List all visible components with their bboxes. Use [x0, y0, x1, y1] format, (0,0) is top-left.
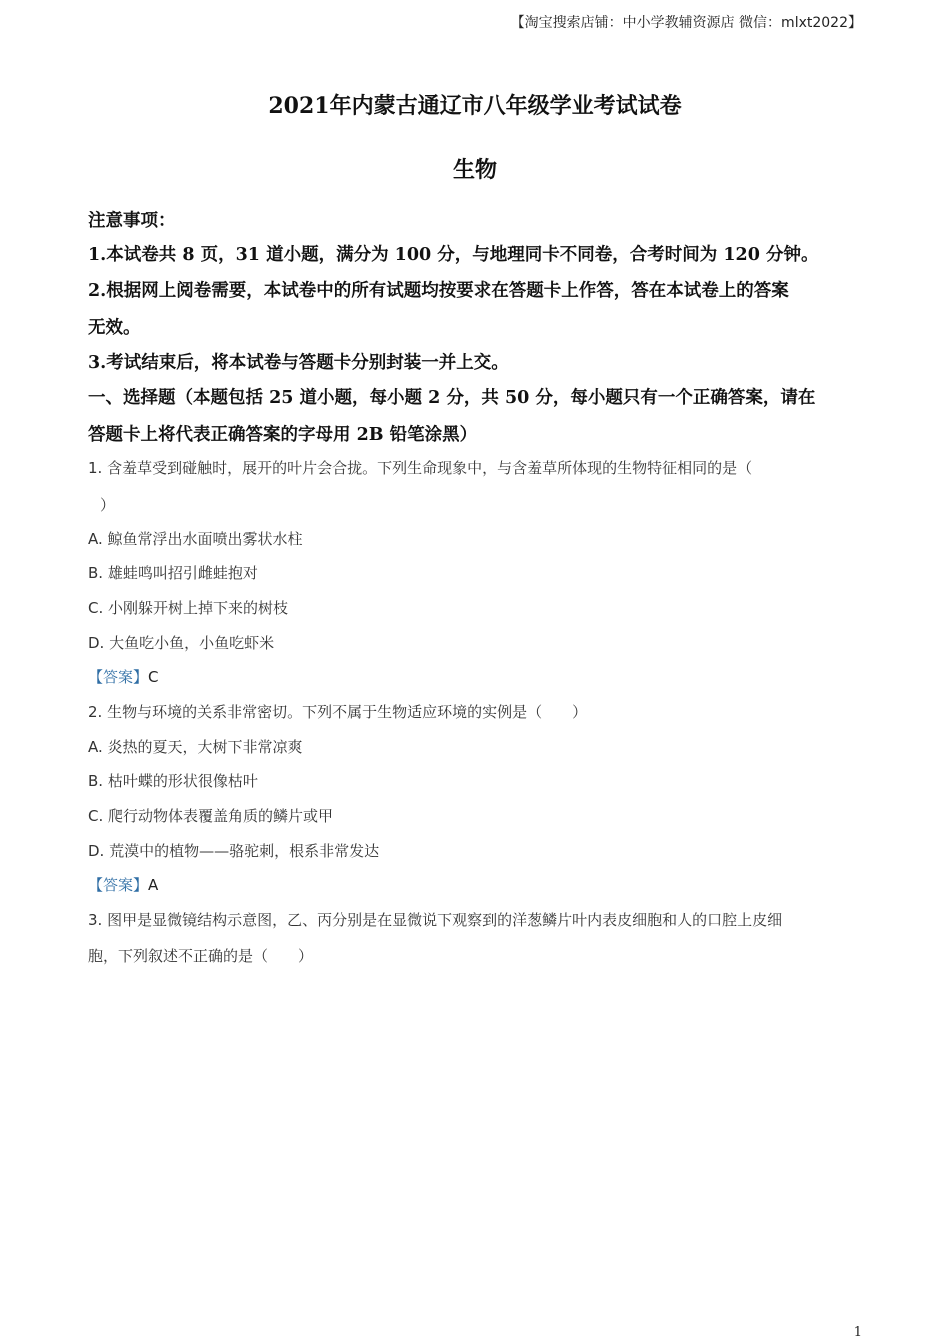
option-text: 小刚躲开树上掉下来的树枝	[108, 599, 289, 617]
option-letter: A.	[88, 738, 103, 756]
page-number: 1	[853, 1325, 862, 1340]
option-letter: B.	[88, 564, 104, 582]
option-b	[88, 770, 258, 791]
question-text: 生物与环境的关系非常密切。下列不属于生物适应环境的实例是（ ）	[107, 703, 588, 721]
question-text-cont: ）	[100, 496, 116, 514]
question-1	[88, 457, 752, 478]
option-letter: A.	[88, 530, 103, 548]
answer-tag: 【答案】	[88, 876, 149, 894]
section-heading-cont: 答题卡上将代表正确答案的字母用 2B 铅笔涂黑）	[88, 425, 478, 445]
option-c	[88, 805, 333, 826]
answer-tag: 【答案】	[88, 668, 149, 686]
option-text: 荒漠中的植物——骆驼刺，根系非常发达	[109, 842, 380, 860]
question-2	[88, 701, 587, 722]
answer-2	[88, 874, 158, 895]
page-subtitle: 生物	[452, 157, 497, 183]
notice-item: 1.本试卷共 8 页，31 道小题，满分为 100 分，与地理同卡不同卷，合考时间为 120 分钟。	[88, 245, 819, 265]
page-title: 2021年内蒙古通辽市八年级学业考试试卷	[268, 93, 682, 119]
option-d	[88, 632, 274, 653]
option-letter: C.	[88, 807, 104, 825]
option-a	[88, 528, 303, 549]
option-a	[88, 736, 303, 757]
header-note: 【淘宝搜索店铺：中小学教辅资源店 微信：mlxt2022】	[510, 15, 862, 31]
question-number: 2.	[88, 703, 103, 721]
notice-item: 2.根据网上阅卷需要，本试卷中的所有试题均按要求在答题卡上作答，答在本试卷上的答案	[88, 281, 789, 301]
question-number: 3.	[88, 911, 103, 929]
option-text: 枯叶蝶的形状很像枯叶	[107, 772, 258, 790]
question-number: 1.	[88, 459, 103, 477]
option-letter: D.	[88, 634, 105, 652]
question-text: 含羞草受到碰触时，展开的叶片会合拢。下列生命现象中，与含羞草所体现的生物特征相同的是（	[107, 459, 753, 477]
option-c	[88, 597, 288, 618]
notice-item: 3.考试结束后，将本试卷与答题卡分别封装一并上交。	[88, 353, 509, 373]
option-letter: B.	[88, 772, 104, 790]
option-text: 大鱼吃小鱼，小鱼吃虾米	[109, 634, 275, 652]
answer-value: C	[148, 668, 159, 686]
notice-heading: 注意事项：	[88, 211, 176, 231]
question-3	[88, 909, 782, 930]
option-text: 鲸鱼常浮出水面喷出雾状水柱	[107, 530, 303, 548]
section-heading: 一、选择题（本题包括 25 道小题，每小题 2 分，共 50 分，每小题只有一个正确答案，请在	[88, 388, 816, 408]
option-letter: C.	[88, 599, 104, 617]
option-text: 雄蛙鸣叫招引雌蛙抱对	[107, 564, 258, 582]
option-d	[88, 840, 379, 861]
question-text-cont: 胞，下列叙述不正确的是（ ）	[88, 947, 314, 965]
option-text: 炎热的夏天，大树下非常凉爽	[107, 738, 303, 756]
answer-1	[88, 666, 159, 687]
notice-item: 无效。	[88, 318, 141, 338]
option-b	[88, 562, 258, 583]
answer-value: A	[148, 876, 159, 894]
question-text: 图甲是显微镜结构示意图，乙、丙分别是在显微说下观察到的洋葱鳞片叶内表皮细胞和人的口腔上皮细	[107, 911, 783, 929]
option-text: 爬行动物体表覆盖角质的鳞片或甲	[108, 807, 334, 825]
option-letter: D.	[88, 842, 105, 860]
